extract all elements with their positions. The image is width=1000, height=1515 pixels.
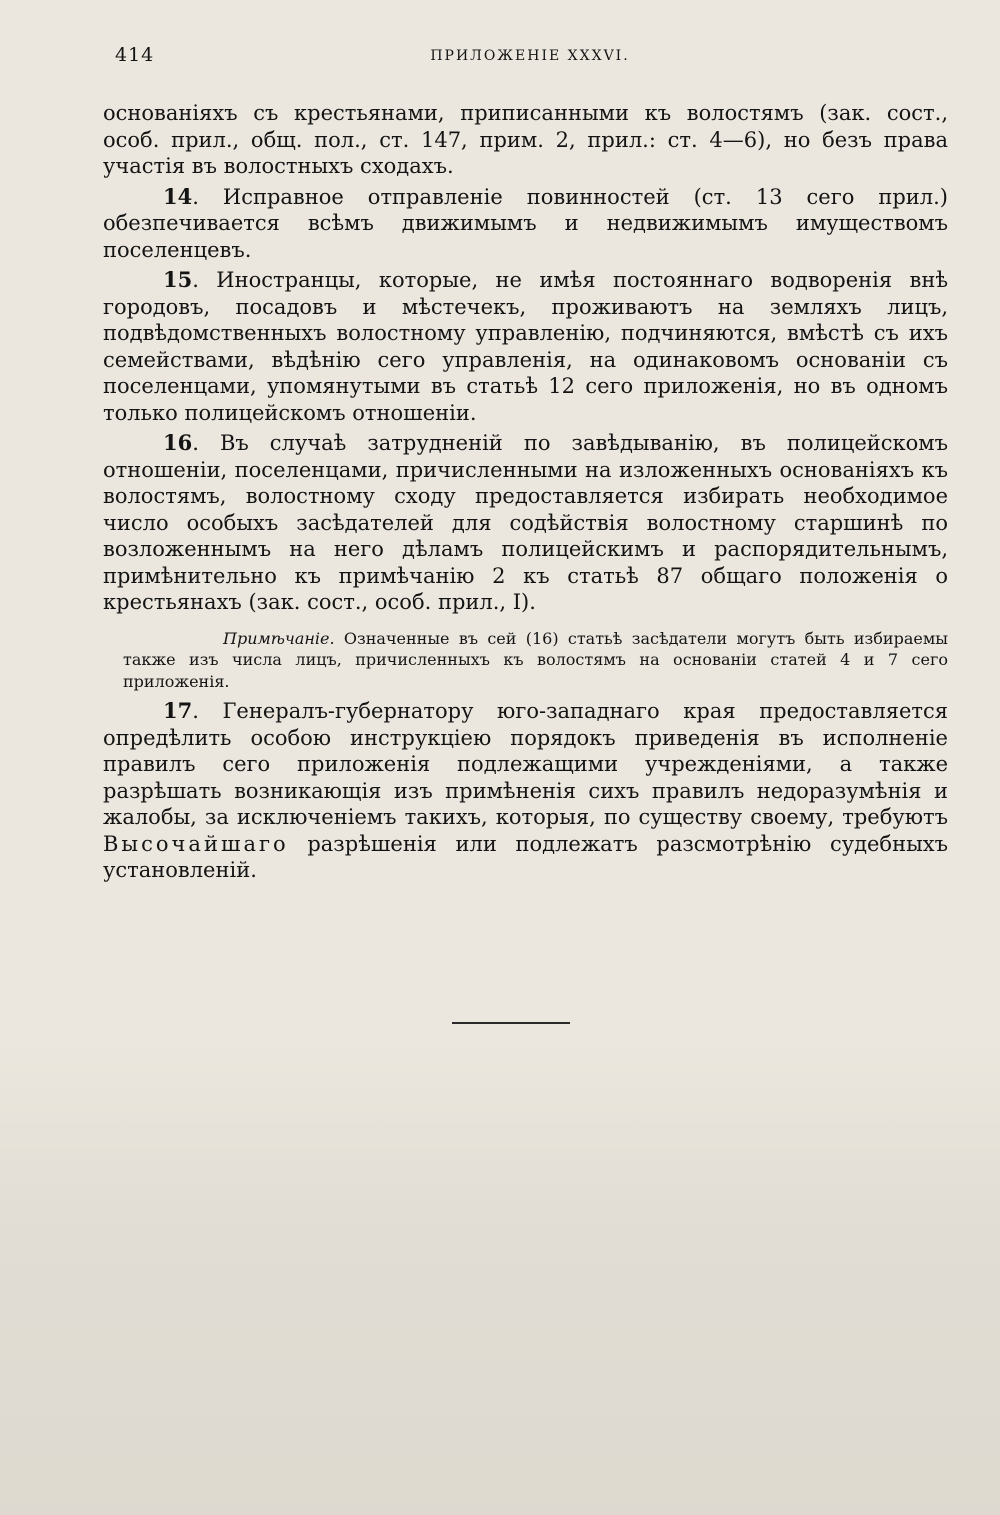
- article-text: . Иностранцы, которые, не имѣя постояннаго водворенія внѣ городовъ, посадовъ и мѣстечекъ, проживаютъ на земляхъ лицъ, подвѣдомственныхъ волостному управленію, подчиняются, вмѣстѣ съ ихъ семействами, вѣдѣнію сего управленія, на одинаковомъ основаніи съ поселенцами, упомянутыми въ статьѣ 12 сего приложенія, но въ одномъ только полицейскомъ отношеніи.: [103, 268, 948, 425]
- page-header: [115, 44, 945, 72]
- article-text: . Исправное отправленіе повинностей (ст. 13 сего прил.) обезпечивается всѣмъ движимымъ и недвижимымъ имуществомъ поселенцевъ.: [103, 184, 948, 262]
- article-text-before: . Генералъ-губернатору юго-западнаго края предоставляется опредѣлить особою инструкціею порядокъ приведенія въ исполненіе правилъ сего приложенія подлежащими учрежденіями, а также разрѣшать возникающія изъ примѣненія сихъ правилъ недоразумѣнія и жалобы, за исключеніемъ такихъ, которыя, по существу своему, требуютъ: [103, 699, 948, 829]
- article-17: [103, 698, 948, 884]
- continuation-paragraph: основаніяхъ съ крестьянами, приписанными къ волостямъ (зак. сост., особ. прил., общ. пол., ст. 147, прим. 2, прил.: ст. 4—6), но безъ права участія въ волостныхъ сходахъ.: [103, 101, 948, 178]
- bleed-through-area: [0, 1040, 1000, 1515]
- note-label: Примѣчаніе.: [223, 628, 335, 648]
- note-paragraph: [103, 628, 948, 693]
- running-title: ПРИЛОЖЕНІЕ XXXVI.: [430, 48, 630, 64]
- article-number: 15: [163, 267, 193, 292]
- note-text: Означенные въ сей (16) статьѣ засѣдатели могутъ быть избираемы также изъ числа лицъ, причисленныхъ къ волостямъ на основаніи статей 4 и 7 сего приложенія.: [123, 628, 948, 691]
- article-text: . Въ случаѣ затрудненій по завѣдыванію, въ полицейскомъ отношеніи, поселенцами, причисленными на изложенныхъ основаніяхъ къ волостямъ, волостному сходу предоставляется избирать необходимое число особыхъ засѣдателей для содѣйствія волостному старшинѣ по возложеннымъ на него дѣламъ полицейскимъ и распорядительнымъ, примѣнительно къ примѣчанію 2 къ статьѣ 87 общаго положенія о крестьянахъ (зак. сост., особ. прил., I).: [103, 431, 948, 614]
- article-number: 17: [163, 698, 193, 723]
- page-number: 414: [115, 44, 155, 66]
- end-rule: [452, 1022, 570, 1024]
- article-16: [103, 430, 948, 616]
- article-number: 16: [163, 430, 193, 455]
- spaced-word: Высочайшаго: [103, 831, 289, 856]
- article-14: [103, 184, 948, 264]
- article-text-after: разрѣшенія или подлежатъ разсмотрѣнію судебныхъ установленій.: [103, 831, 948, 882]
- article-15: [103, 267, 948, 426]
- article-number: 14: [163, 183, 193, 209]
- body-text: [103, 100, 948, 884]
